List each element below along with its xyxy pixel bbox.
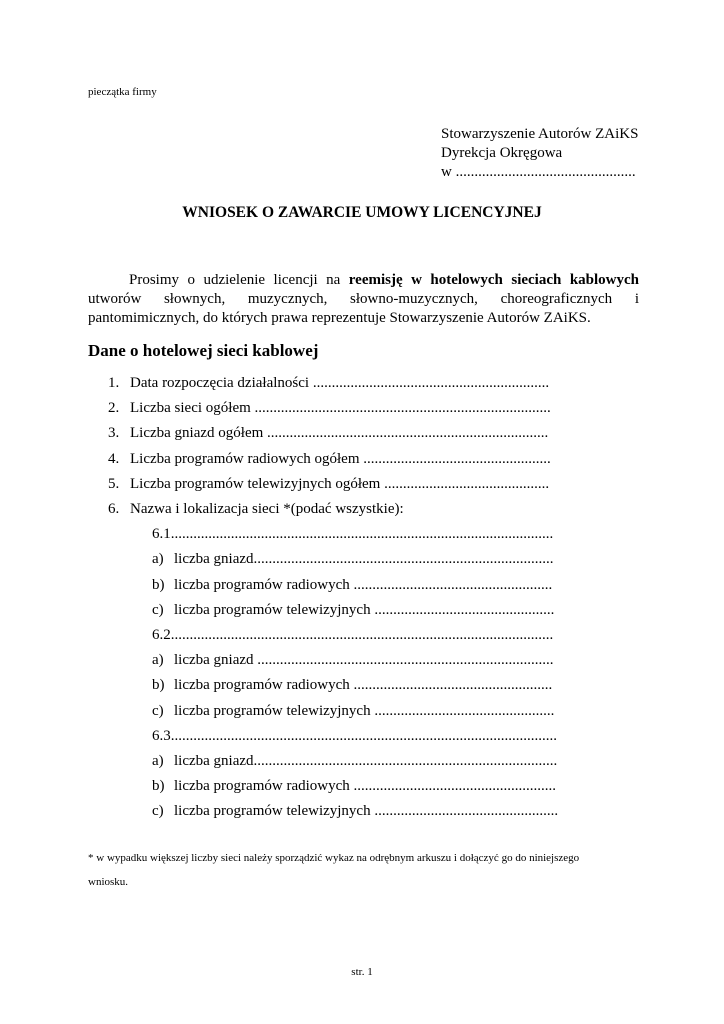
network-row-letter: b)	[152, 778, 165, 795]
list-item-text: Nazwa i lokalizacja sieci *(podać wszystkie):	[130, 501, 404, 517]
network-row-text: liczba programów radiowych .....................................................	[174, 677, 553, 694]
recipient-line-2: Dyrekcja Okręgowa	[441, 145, 563, 161]
intro-line-1-bold: reemisję w hotelowych sieciach kablowych	[348, 272, 639, 288]
network-label: 6.1......................................................................................................	[152, 526, 554, 543]
network-label: 6.3.......................................................................................................	[152, 727, 557, 744]
list-item-text: Liczba sieci ogółem ...............................................................................	[130, 400, 551, 417]
document-title: WNIOSEK O ZAWARCIE UMOWY LICENCYJNEJ	[182, 204, 542, 221]
network-row-letter: c)	[152, 702, 164, 719]
list-item-number: 2.	[108, 400, 120, 417]
recipient-line-3: w ................................................	[441, 164, 636, 180]
list-item-number: 4.	[108, 450, 120, 467]
network-row-text: liczba programów telewizyjnych ................................................	[174, 702, 555, 719]
list-item-number: 3.	[108, 425, 120, 442]
list-item-text: Liczba programów radiowych ogółem ..................................................	[130, 450, 551, 467]
list-item-number: 6.	[108, 501, 120, 517]
intro-line-3: pantomimicznych, do których prawa reprezentuje Stowarzyszenie Autorów ZAiKS.	[88, 310, 591, 326]
list-item-number: 1.	[108, 375, 120, 391]
network-row-text: liczba gniazd.................................................................................	[174, 753, 558, 769]
network-label: 6.2......................................................................................................	[152, 627, 554, 643]
network-row-text: liczba programów radiowych ......................................................	[174, 778, 557, 795]
intro-line-1	[88, 271, 639, 290]
section-title: Dane o hotelowej sieci kablowej	[88, 341, 319, 360]
network-row-text: liczba programów telewizyjnych .................................................	[174, 803, 559, 820]
list-item-text: Liczba programów telewizyjnych ogółem ............................................	[130, 475, 550, 492]
intro-line-2: utworów słownych, muzycznych, słowno-muzycznych, choreograficznych i	[88, 291, 639, 307]
network-row-letter: c)	[152, 803, 164, 820]
network-row-letter: a)	[152, 753, 164, 769]
network-row-letter: a)	[152, 551, 164, 568]
network-row-text: liczba programów telewizyjnych ................................................	[174, 601, 555, 618]
network-row-text: liczba programów radiowych .....................................................	[174, 576, 553, 593]
list-item-number: 5.	[108, 475, 120, 492]
intro-line-1-start: Prosimy o udzielenie licencji na	[129, 272, 349, 288]
network-row-letter: a)	[152, 652, 164, 669]
network-row-letter: c)	[152, 601, 164, 618]
network-row-text: liczba gniazd................................................................................	[174, 551, 554, 568]
footnote-line-1: * w wypadku większej liczby sieci należy sporządzić wykaz na odrębnym arkuszu i dołączyć go do niniejszego	[88, 852, 580, 864]
network-row-letter: b)	[152, 576, 165, 593]
footnote-line-2: wniosku.	[88, 876, 129, 888]
list-item-text: Data rozpoczęcia działalności ...............................................................	[130, 375, 550, 391]
recipient-line-1: Stowarzyszenie Autorów ZAiKS	[441, 126, 639, 142]
page-number: str. 1	[351, 966, 373, 978]
intro-paragraph	[88, 271, 639, 328]
list-item-text: Liczba gniazd ogółem ...........................................................................	[130, 425, 549, 442]
network-row-letter: b)	[152, 677, 165, 694]
company-stamp-label: pieczątka firmy	[88, 86, 157, 98]
network-row-text: liczba gniazd ...............................................................................	[174, 652, 554, 669]
